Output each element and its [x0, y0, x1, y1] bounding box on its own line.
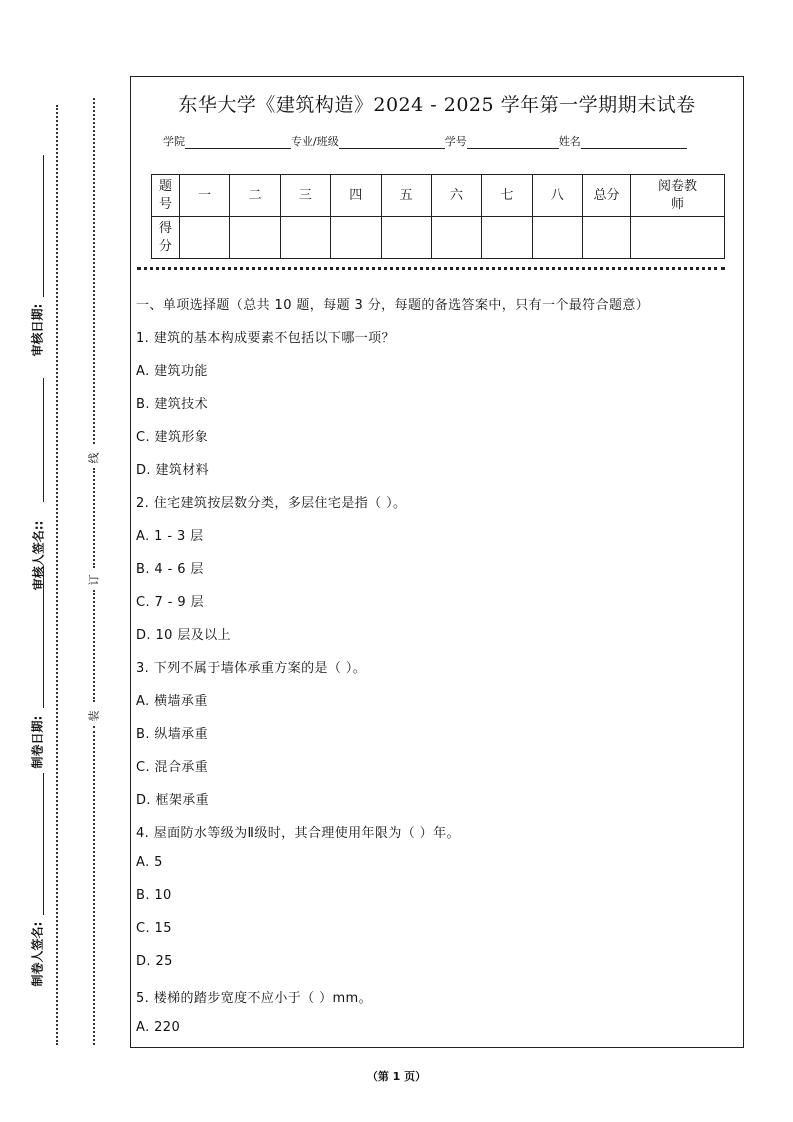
- question-option: B. 纵墙承重: [136, 727, 208, 742]
- question-stem: 5. 楼梯的踏步宽度不应小于（ ）mm。: [136, 991, 372, 1006]
- question-option: B. 10: [136, 888, 172, 903]
- question-stem: 2. 住宅建筑按层数分类，多层住宅是指（ ）。: [136, 496, 407, 511]
- score-column-header: 二: [230, 175, 280, 217]
- binding-char-ding: 订: [87, 574, 101, 586]
- question-stem: 3. 下列不属于墙体承重方案的是（ ）。: [136, 661, 367, 676]
- binding-dotted-line: [93, 98, 95, 444]
- question-option: A. 220: [136, 1020, 181, 1035]
- question-option: D. 25: [136, 954, 173, 969]
- score-column-header: 三: [280, 175, 330, 217]
- student-id-label: 学号: [444, 135, 467, 148]
- score-cell[interactable]: [180, 217, 230, 259]
- score-cell[interactable]: [230, 217, 280, 259]
- make-date-line: [43, 566, 44, 708]
- left-dotted-border: [56, 105, 58, 1045]
- score-column-header: 五: [381, 175, 431, 217]
- score-cell[interactable]: [532, 217, 582, 259]
- maker-signature-label: 制卷人签名:: [30, 921, 45, 987]
- reviewer-signature-line: [43, 378, 44, 502]
- major-class-field[interactable]: [339, 137, 445, 149]
- question-option: D. 10 层及以上: [136, 628, 231, 643]
- total-score-header: 总分: [583, 175, 631, 217]
- score-cell[interactable]: [280, 217, 330, 259]
- score-table-score-row: [152, 217, 725, 259]
- college-field[interactable]: [185, 137, 291, 149]
- binding-char-zhuang: 装: [87, 710, 101, 722]
- question-option: A. 1 - 3 层: [136, 529, 204, 544]
- binding-dotted-line: [93, 468, 95, 568]
- binding-dotted-line: [93, 726, 95, 1045]
- section-divider: [137, 267, 725, 270]
- exam-title: 东华大学《建筑构造》2024 - 2025 学年第一学期期末试卷: [178, 94, 696, 116]
- college-label: 学院: [163, 135, 185, 148]
- score-table: [151, 174, 725, 259]
- score-column-header: 八: [532, 175, 582, 217]
- question-option: A. 建筑功能: [136, 364, 208, 379]
- score-column-header: 六: [431, 175, 481, 217]
- question-option: A. 横墙承重: [136, 694, 208, 709]
- binding-dotted-line: [93, 590, 95, 702]
- student-id-field[interactable]: [467, 137, 559, 149]
- score-column-header: 七: [482, 175, 532, 217]
- grader-header: 阅卷教师: [631, 175, 725, 217]
- question-option: C. 15: [136, 921, 172, 936]
- page-number: （第 1 页）: [366, 1070, 427, 1083]
- question-number-header: 题号: [152, 175, 180, 217]
- make-date-label: 制卷日期:: [30, 715, 45, 769]
- question-option: B. 4 - 6 层: [136, 562, 204, 577]
- student-info-row: [163, 133, 687, 149]
- score-column-header: 一: [180, 175, 230, 217]
- question-option: A. 5: [136, 855, 163, 870]
- question-stem: 1. 建筑的基本构成要素不包括以下哪一项？: [136, 331, 395, 346]
- section-heading: 一、单项选择题（总共 10 题，每题 3 分，每题的备选答案中，只有一个最符合题意）: [136, 298, 650, 313]
- question-option: B. 建筑技术: [136, 397, 208, 412]
- name-field[interactable]: [581, 137, 687, 149]
- score-cell[interactable]: [381, 217, 431, 259]
- question-option: C. 7 - 9 层: [136, 595, 204, 610]
- review-date-label: 审核日期:: [30, 303, 45, 357]
- score-table-header-row: [152, 175, 725, 217]
- question-option: C. 混合承重: [136, 760, 209, 775]
- name-label: 姓名: [558, 135, 581, 148]
- grader-cell[interactable]: [631, 217, 725, 259]
- exam-frame: [130, 76, 744, 1048]
- score-cell[interactable]: [431, 217, 481, 259]
- total-score-cell[interactable]: [583, 217, 631, 259]
- score-row-header: 得分: [152, 217, 180, 259]
- binding-char-xian: 线: [87, 452, 101, 464]
- reviewer-signature-label: 审核人签名::: [31, 520, 46, 591]
- question-stem: 4. 屋面防水等级为Ⅱ级时，其合理使用年限为（ ）年。: [136, 826, 460, 841]
- score-column-header: 四: [331, 175, 381, 217]
- question-option: D. 框架承重: [136, 793, 210, 808]
- review-date-line: [43, 155, 44, 297]
- score-cell[interactable]: [331, 217, 381, 259]
- question-option: D. 建筑材料: [136, 463, 210, 478]
- maker-signature-line: [43, 773, 44, 915]
- score-cell[interactable]: [482, 217, 532, 259]
- question-option: C. 建筑形象: [136, 430, 209, 445]
- major-class-label: 专业/班级: [291, 135, 339, 148]
